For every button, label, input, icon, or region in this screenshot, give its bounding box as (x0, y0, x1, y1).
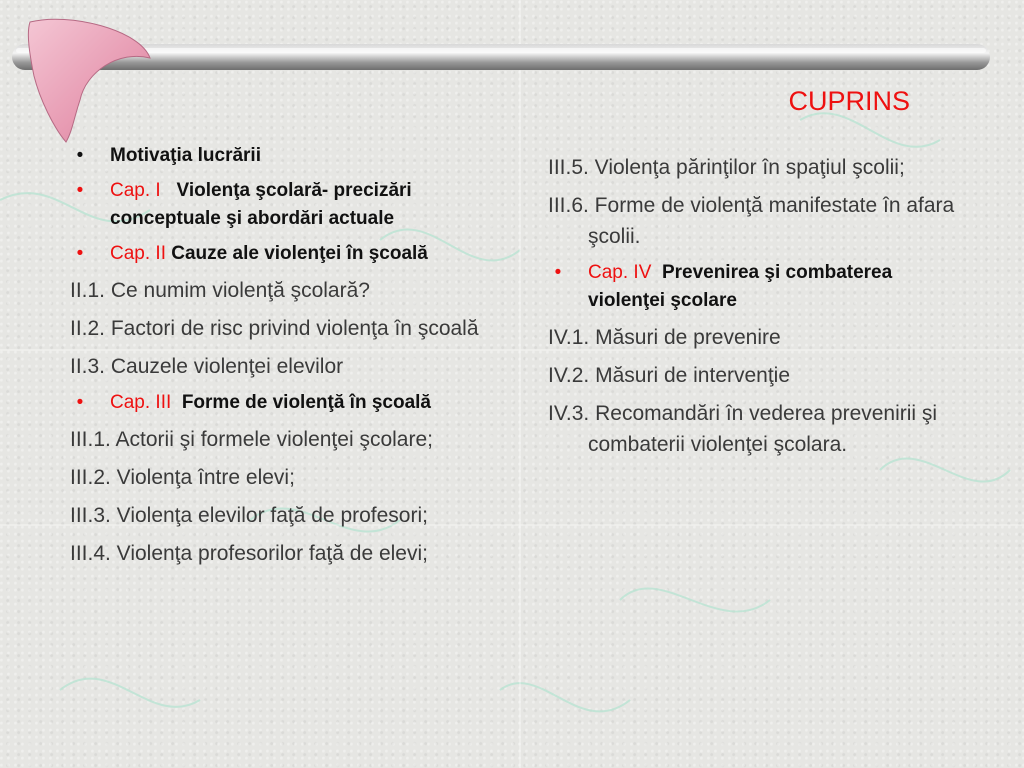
bullet-icon: • (76, 392, 84, 413)
bullet-icon: • (76, 145, 84, 166)
bullet-icon: • (554, 262, 562, 283)
list-item-cap4 (548, 259, 968, 315)
right-column (548, 152, 968, 460)
cap4-label: Cap. IV (588, 262, 652, 283)
list-item-3-2: III.2. Violenţa între elevi; (70, 466, 295, 489)
slide-title: CUPRINS (788, 86, 910, 116)
bullet-icon: • (76, 180, 84, 201)
motivation-text: Motivaţia lucrării (110, 145, 261, 166)
header-bar (12, 44, 990, 70)
list-item-3-3: III.3. Violenţa elevilor faţă de profesori; (70, 504, 428, 527)
list-item-4-1: IV.1. Măsuri de prevenire (548, 326, 781, 349)
header-bar-highlight (16, 48, 986, 53)
list-item-cap3 (70, 389, 520, 417)
list-item-3-4: III.4. Violenţa profesorilor faţă de elevi; (70, 542, 428, 565)
cap1-label: Cap. I (110, 180, 161, 201)
list-item-3-1: III.1. Actorii şi formele violenţei şcolare; (70, 428, 433, 451)
list-item-motivation (70, 142, 520, 170)
list-item-4-2: IV.2. Măsuri de intervenţie (548, 364, 791, 387)
bullet-icon: • (76, 243, 84, 264)
list-item-cap2 (70, 240, 520, 268)
cap1-title: Violenţa şcolară- precizări conceptuale şi abordări actuale (110, 180, 412, 229)
cap2-label: Cap. II (110, 243, 166, 264)
list-item-4-3: IV.3. Recomandări în vederea prevenirii şi combaterii violenţei şcolara. (548, 402, 938, 456)
pink-swoosh-icon (28, 19, 150, 142)
list-item-2-1: II.1. Ce numim violenţă şcolară? (70, 279, 370, 302)
cap4-title: Prevenirea şi combaterea violenţei şcolare (588, 262, 893, 311)
list-item-3-5: III.5. Violenţa părinţilor în spaţiul şcolii; (548, 156, 905, 179)
cap3-title: Forme de violenţă în şcoală (181, 392, 432, 413)
list-item-2-3: II.3. Cauzele violenţei elevilor (70, 355, 344, 378)
list-item-cap1 (70, 177, 520, 233)
list-item-2-2: II.2. Factori de risc privind violenţa în şcoală (70, 317, 479, 340)
left-column (70, 142, 520, 569)
list-item-3-6: III.6. Forme de violenţă manifestate în afara şcolii. (548, 194, 955, 248)
cap3-label: Cap. III (110, 392, 172, 413)
cap2-title: Cauze ale violenţei în şcoală (171, 243, 428, 264)
